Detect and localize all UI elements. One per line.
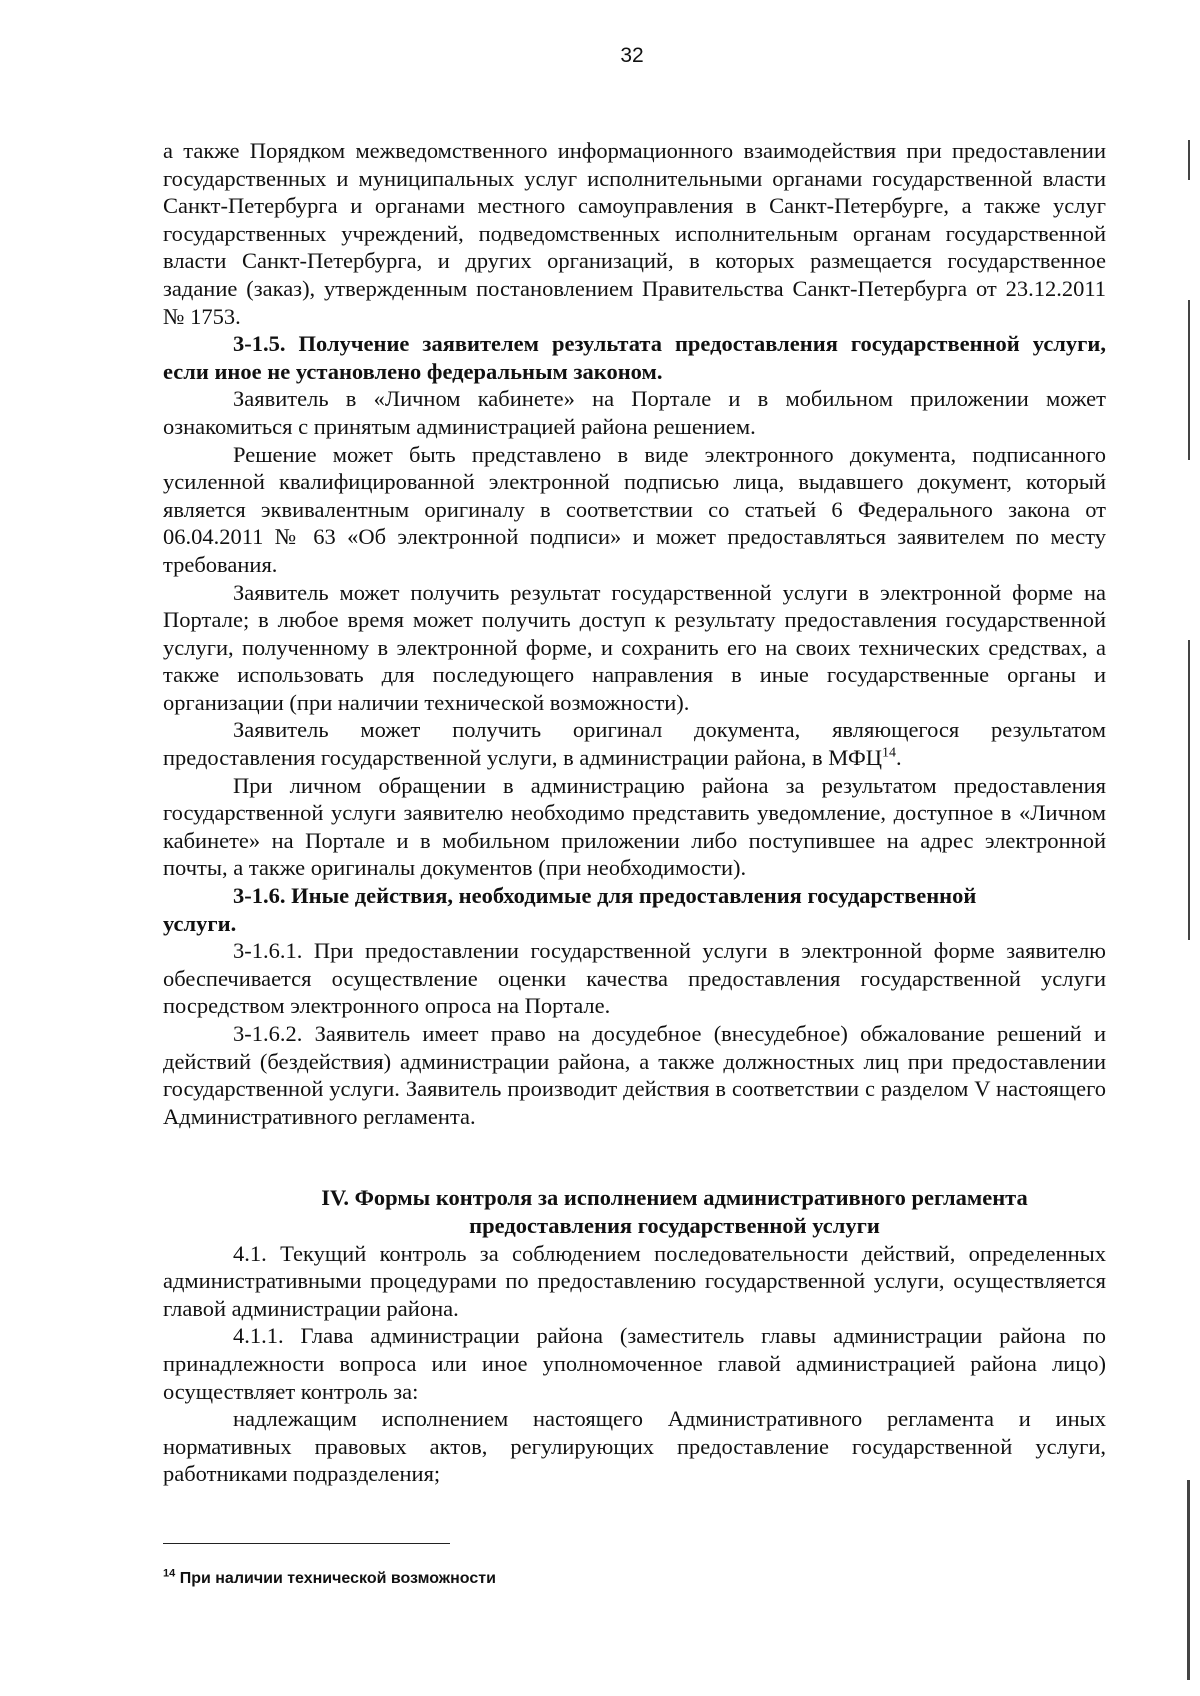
paragraph-3: Решение может быть представлено в виде электронного документа, подписанного усиленной квалифицированной электронной подписью лица, выдавшего документ, который является эквивалентным оригиналу в соответствии со статьей 6 Федерального закона от 06.04.2011 № 63 «Об электронной подписи» и может предоставляться заявителем по месту требования. [163,441,1106,577]
section-4-title-line-1: IV. Формы контроля за исполнением административного регламента [321,1185,1028,1211]
heading-3-1-6: 3-1.6. Иные действия, необходимые для предоставления государственной услуги. [163,883,977,936]
footnote-divider [163,1543,450,1544]
paragraph-11: надлежащим исполнением настоящего Административного регламента и иных нормативных правовых актов, регулирующих предоставление государственной услуги, работниками подразделения; [163,1406,1106,1487]
section-4-title-line-2: предоставления государственной услуги [469,1212,880,1238]
section-gap [163,1130,1106,1184]
footnote [163,1567,496,1588]
paragraph-1: а также Порядком межведомственного информационного взаимодействия при предоставлении государственных и муниципальных услуг исполнительными органами государственной власти Санкт-Петербурга и органами местного самоуправления в Санкт-Петербурге, а также услуг государственных учреждений, подведомственных исполнительным органам государственной власти Санкт-Петербурга, и других организаций, в которых размещается государственное задание (заказ), утвержденным постановлением Правительства Санкт-Петербурга от 23.12.2011 № 1753. [163,138,1106,329]
paragraph-4: Заявитель может получить результат государственной услуги в электронной форме на Портале; в любое время может получить доступ к результату предоставления государственной услуги, полученному в электронной форме, и сохранить его на своих технических средствах, а также использовать для последующего направления в иные государственные органы и организации (при наличии технической возможности). [163,579,1106,715]
paragraph-5-text: Заявитель может получить оригинал документа, являющегося результатом предоставления государственной услуги, в администрации района, в МФЦ [163,717,1106,771]
paragraph-6: При личном обращении в администрацию района за результатом предоставления государственной услуги заявителю необходимо представить уведомление, доступное в «Личном кабинете» на Портале и в мобильном приложении либо поступившее на адрес электронной почты, а также оригиналы документов (при необходимости). [163,772,1106,881]
page-number: 32 [620,44,644,67]
footnote-text: При наличии технической возможности [175,1570,496,1587]
scan-edge-mark [1188,140,1190,180]
scan-edge-mark [1188,640,1190,940]
scan-edge-mark [1187,1480,1190,1680]
paragraph-5-end: . [896,745,902,771]
footnote-ref-14: 14 [882,745,897,761]
paragraph-10: 4.1.1. Глава администрации района (заместитель главы администрации района по принадлежности вопроса или иное уполномоченное главой администрацией района лицо) осуществляет контроль за: [163,1323,1106,1404]
paragraph-5 [163,716,1106,771]
paragraph-2: Заявитель в «Личном кабинете» на Портале и в мобильном приложении может ознакомиться с принятым администрацией района решением. [163,386,1106,439]
footnote-mark: 14 [163,1567,176,1580]
document-body [163,137,1106,1488]
paragraph-9: 4.1. Текущий контроль за соблюдением последовательности действий, определенных административными процедурами по предоставлению государственной услуги, осуществляется главой администрации района. [163,1240,1106,1321]
scan-edge-mark [1188,300,1190,460]
paragraph-7: 3-1.6.1. При предоставлении государственной услуги в электронной форме заявителю обеспечивается осуществление оценки качества предоставления государственной услуги посредством электронного опроса на Портале. [163,938,1106,1019]
paragraph-8: 3-1.6.2. Заявитель имеет право на досудебное (внесудебное) обжалование решений и действий (бездействия) администрации района, а также должностных лиц при предоставлении государственной услуги. Заявитель производит действия в соответствии с разделом V настоящего Административного регламента. [163,1021,1106,1129]
heading-3-1-5: 3-1.5. Получение заявителем результата предоставления государственной услуги, если иное не установлено федеральным законом. [163,331,1106,384]
